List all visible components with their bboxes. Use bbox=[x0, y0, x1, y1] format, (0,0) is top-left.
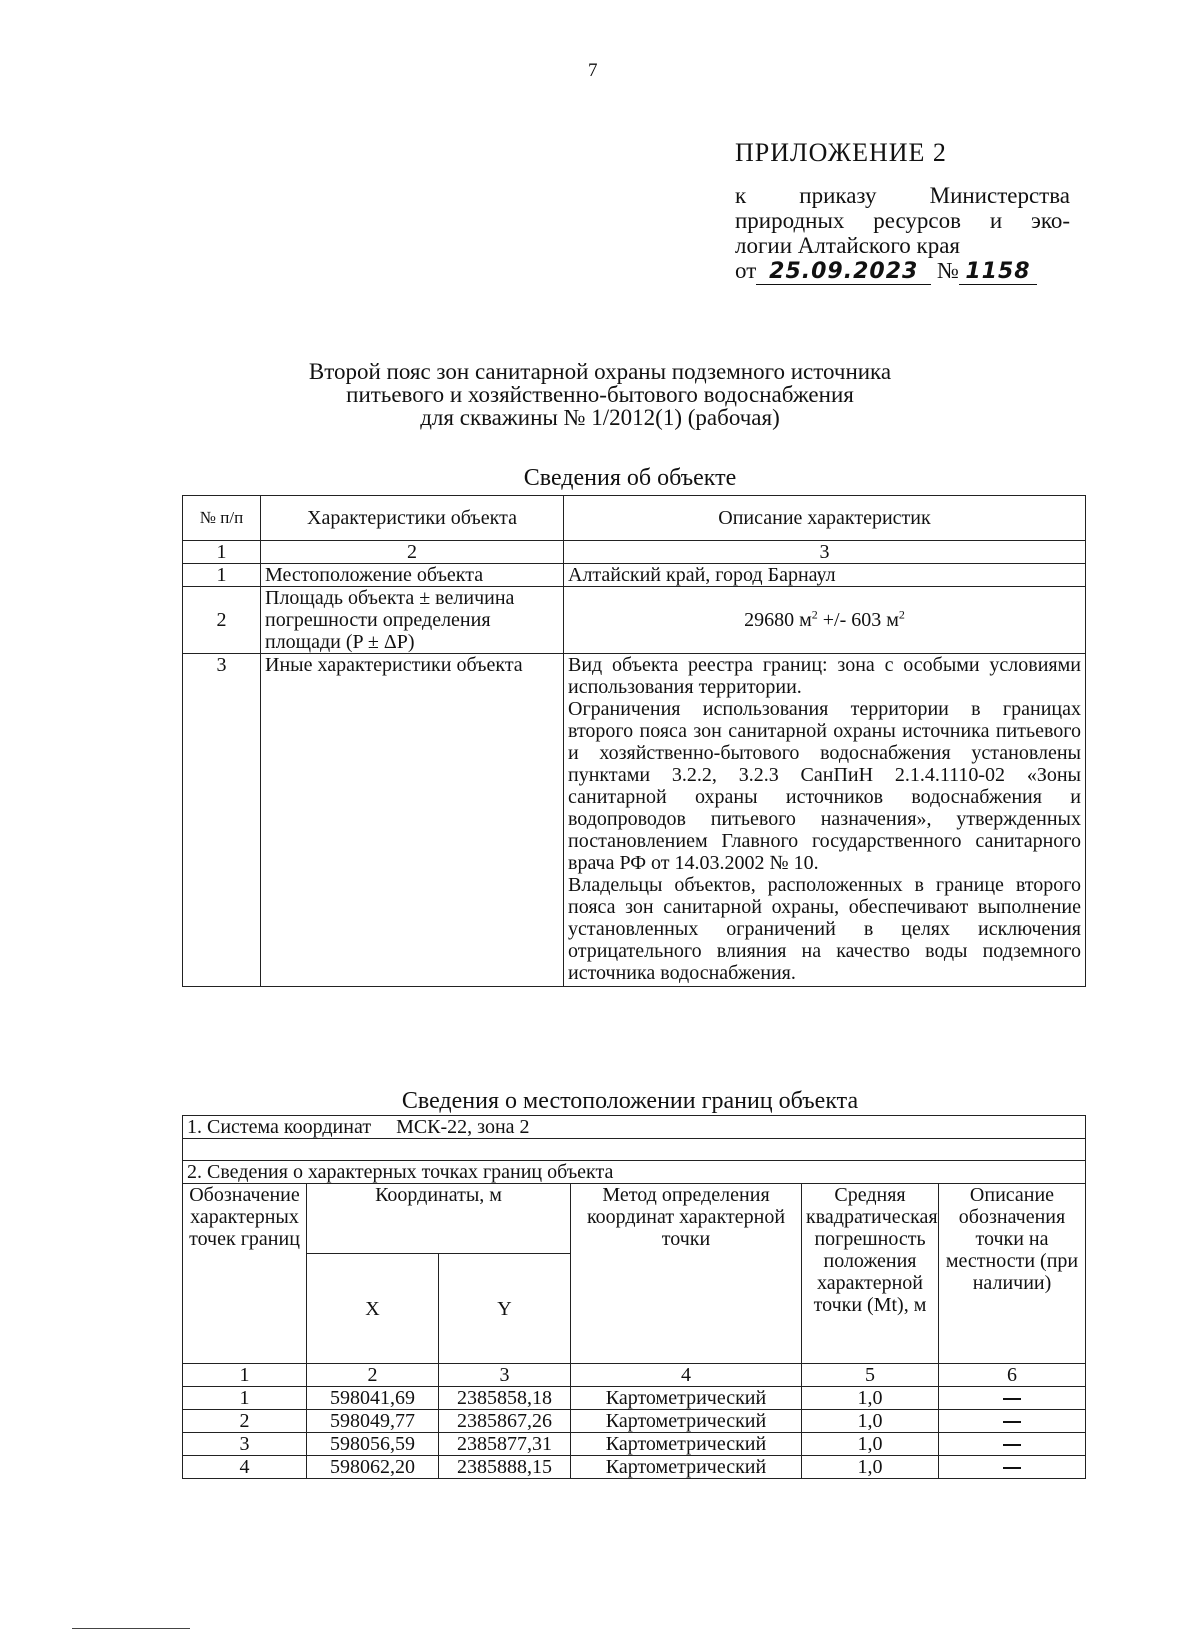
object-info-table bbox=[182, 495, 1086, 987]
col-number: 5 bbox=[802, 1364, 939, 1387]
col-number: 3 bbox=[564, 541, 1086, 564]
row-name: Площадь объекта ± величина погрешности определения площади (P ± ΔP) bbox=[261, 587, 564, 654]
point-x: 598041,69 bbox=[307, 1387, 439, 1410]
col-number: 1 bbox=[183, 1364, 307, 1387]
coord-system-row bbox=[183, 1116, 1086, 1139]
col-number: 4 bbox=[571, 1364, 802, 1387]
point-id: 2 bbox=[183, 1410, 307, 1433]
point-y: 2385888,15 bbox=[439, 1456, 571, 1479]
header-error: Средняя квадратическая погрешность положения характерной точки (Mt), м bbox=[802, 1184, 939, 1364]
point-x: 598049,77 bbox=[307, 1410, 439, 1433]
table-row bbox=[183, 1387, 1086, 1410]
area-unit-exp: 2 bbox=[811, 607, 818, 622]
points-label: 2. Сведения о характерных точках границ объекта bbox=[183, 1161, 1086, 1184]
error-unit-exp: 2 bbox=[898, 607, 905, 622]
title-line-2: питьевого и хозяйственно-бытового водоснабжения bbox=[346, 382, 854, 407]
point-method: Картометрический bbox=[571, 1387, 802, 1410]
col-number: 2 bbox=[261, 541, 564, 564]
point-y: 2385867,26 bbox=[439, 1410, 571, 1433]
row-num: 1 bbox=[183, 564, 261, 587]
header-point-desc: Описание обозначения точки на местности (при наличии) bbox=[939, 1184, 1086, 1364]
row-num: 3 bbox=[183, 654, 261, 987]
point-y: 2385858,18 bbox=[439, 1387, 571, 1410]
order-ref-line-2: природных ресурсов и эко- bbox=[735, 208, 1070, 233]
other-para-3: Владельцы объектов, расположенных в границе второго пояса зон санитарной охраны, обеспечивают выполнение установленных ограничений в целях исключения отрицательного влияния на качество воды подземного источника водоснабжения. bbox=[568, 874, 1081, 984]
table-row bbox=[183, 1456, 1086, 1479]
spacer-row bbox=[183, 1139, 1086, 1161]
coord-system-value: МСК-22, зона 2 bbox=[396, 1116, 530, 1138]
point-mt: 1,0 bbox=[802, 1456, 939, 1479]
page-number: 7 bbox=[588, 60, 598, 81]
col-number: 1 bbox=[183, 541, 261, 564]
order-date: 25.09.2023 bbox=[756, 259, 931, 285]
point-method: Картометрический bbox=[571, 1456, 802, 1479]
table-row bbox=[183, 1410, 1086, 1433]
number-prefix: № bbox=[937, 258, 959, 283]
other-para-1: Вид объекта реестра границ: зона с особыми условиями использования территории. bbox=[568, 654, 1081, 698]
order-reference bbox=[735, 183, 1070, 285]
header-method: Метод определения координат характерной точки bbox=[571, 1184, 802, 1364]
point-x: 598062,20 bbox=[307, 1456, 439, 1479]
point-method: Картометрический bbox=[571, 1433, 802, 1456]
title-line-3: для скважины № 1/2012(1) (рабочая) bbox=[420, 405, 780, 430]
table-row bbox=[183, 1433, 1086, 1456]
area-error: +/- 603 м bbox=[817, 609, 899, 631]
point-desc-dash bbox=[939, 1456, 1086, 1479]
header-x: X bbox=[307, 1254, 439, 1364]
point-id: 4 bbox=[183, 1456, 307, 1479]
point-mt: 1,0 bbox=[802, 1433, 939, 1456]
row-value-other bbox=[564, 654, 1086, 987]
coord-system-label: 1. Система координат bbox=[187, 1116, 372, 1138]
order-number: 1158 bbox=[959, 259, 1037, 285]
header-description: Описание характеристик bbox=[564, 496, 1086, 541]
point-mt: 1,0 bbox=[802, 1387, 939, 1410]
point-desc-dash bbox=[939, 1387, 1086, 1410]
boundary-table bbox=[182, 1115, 1086, 1479]
col-number: 6 bbox=[939, 1364, 1086, 1387]
row-value: Алтайский край, город Барнаул bbox=[564, 564, 1086, 587]
point-id: 1 bbox=[183, 1387, 307, 1410]
point-desc-dash bbox=[939, 1433, 1086, 1456]
header-designation: Обозначение характерных точек границ bbox=[183, 1184, 307, 1364]
header-coords: Координаты, м bbox=[307, 1184, 571, 1254]
object-info-heading: Сведения об объекте bbox=[523, 465, 737, 491]
point-mt: 1,0 bbox=[802, 1410, 939, 1433]
point-y: 2385877,31 bbox=[439, 1433, 571, 1456]
other-para-2: Ограничения использования территории в границах второго пояса зон санитарной охраны источника питьевого и хозяйственно-бытового водоснабжения установлены пунктами 3.2.2, 3.2.3 СанПиН 2.1.4.1110-02 «Зоны санитарной охраны источников водоснабжения и водопроводов питьевого назначения», утвержденных постановлением Главного государственного санитарного врача РФ от 14.03.2002 № 10. bbox=[568, 698, 1081, 874]
row-num: 2 bbox=[183, 587, 261, 654]
point-method: Картометрический bbox=[571, 1410, 802, 1433]
order-date-number bbox=[735, 258, 1070, 285]
appendix-title: ПРИЛОЖЕНИЕ 2 bbox=[735, 138, 947, 167]
header-characteristics: Характеристики объекта bbox=[261, 496, 564, 541]
order-ref-line-3: логии Алтайского края bbox=[735, 233, 961, 258]
row-value-area bbox=[564, 587, 1086, 654]
row-name: Иные характеристики объекта bbox=[261, 654, 564, 987]
point-id: 3 bbox=[183, 1433, 307, 1456]
col-number: 3 bbox=[439, 1364, 571, 1387]
header-num: № п/п bbox=[183, 496, 261, 541]
title-line-1: Второй пояс зон санитарной охраны подземного источника bbox=[308, 359, 892, 384]
order-ref-line-1: к приказу Министерства bbox=[735, 183, 1070, 208]
date-prefix: от bbox=[735, 258, 757, 283]
row-name: Местоположение объекта bbox=[261, 564, 564, 587]
footnote-rule bbox=[72, 1628, 190, 1629]
header-y: Y bbox=[439, 1254, 571, 1364]
boundary-info-heading: Сведения о местоположении границ объекта bbox=[401, 1088, 859, 1114]
document-title bbox=[200, 360, 1000, 429]
point-desc-dash bbox=[939, 1410, 1086, 1433]
col-number: 2 bbox=[307, 1364, 439, 1387]
point-x: 598056,59 bbox=[307, 1433, 439, 1456]
area-value: 29680 м bbox=[744, 609, 812, 631]
